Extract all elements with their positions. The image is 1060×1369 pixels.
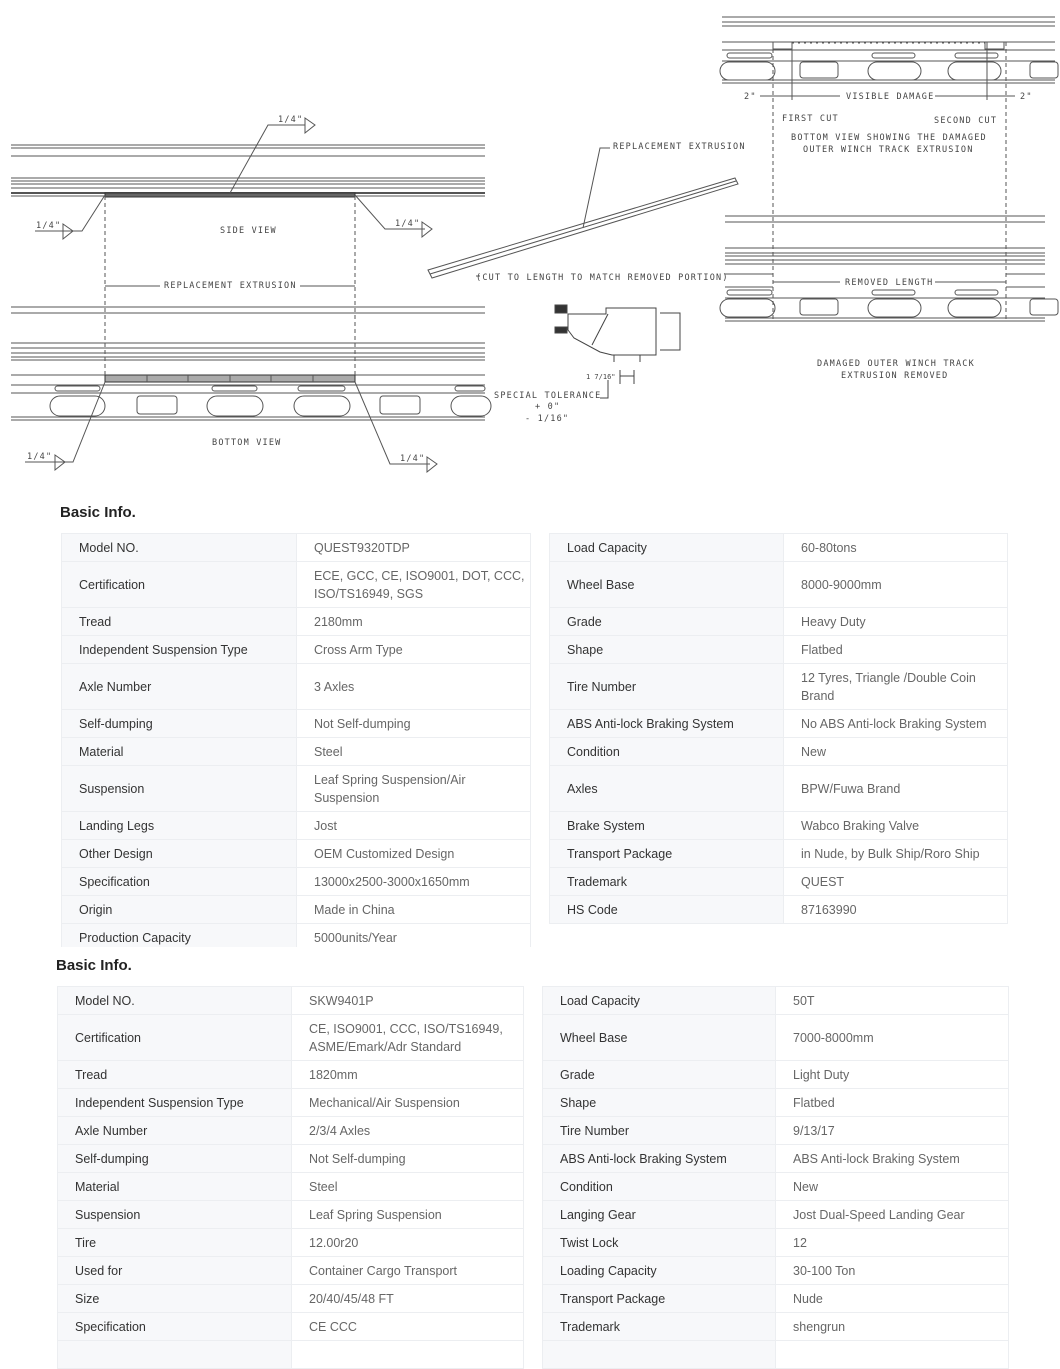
cut-note: (CUT TO LENGTH TO MATCH REMOVED PORTION) bbox=[476, 273, 729, 283]
table-row bbox=[550, 636, 1008, 664]
table-row bbox=[58, 1285, 524, 1313]
section-title-basic-info-1: Basic Info. bbox=[60, 504, 136, 521]
left-margin-label: 2" bbox=[744, 92, 757, 102]
spec-value: New bbox=[784, 738, 1008, 766]
table-row bbox=[543, 1313, 1009, 1341]
table-row bbox=[62, 840, 531, 868]
table-row bbox=[58, 1061, 524, 1089]
spec-key: Tire Number bbox=[550, 664, 784, 710]
spec-value: 7000-8000mm bbox=[776, 1015, 1009, 1061]
spec-key: Origin bbox=[62, 896, 297, 924]
spec-value: Heavy Duty bbox=[784, 608, 1008, 636]
spec-value: 87163990 bbox=[784, 896, 1008, 924]
spec-value: 30-100 Ton bbox=[776, 1257, 1009, 1285]
table-row bbox=[62, 812, 531, 840]
table-row bbox=[550, 562, 1008, 608]
spec-key: Wheel Base bbox=[550, 562, 784, 608]
spec-key: Material bbox=[62, 738, 297, 766]
spec-key: Production Capacity bbox=[62, 924, 297, 952]
weld-label-top: 1/4" bbox=[278, 115, 304, 125]
table-row bbox=[58, 1229, 524, 1257]
spec-value: CE CCC bbox=[292, 1313, 524, 1341]
spec-key: Independent Suspension Type bbox=[58, 1089, 292, 1117]
spec-table-1-right bbox=[549, 533, 1008, 924]
spec-key: Model NO. bbox=[62, 534, 297, 562]
table-row bbox=[550, 534, 1008, 562]
spec-key: Condition bbox=[543, 1173, 776, 1201]
table-row bbox=[58, 1173, 524, 1201]
tolerance-label: SPECIAL TOLERANCE bbox=[494, 391, 602, 401]
spec-key: Brake System bbox=[550, 812, 784, 840]
second-cut-label: SECOND CUT bbox=[934, 116, 998, 126]
spec-value: BPW/Fuwa Brand bbox=[784, 766, 1008, 812]
table-row bbox=[58, 1341, 524, 1369]
spec-key: Self-dumping bbox=[58, 1145, 292, 1173]
spec-key: Transport Package bbox=[550, 840, 784, 868]
visible-damage-label: VISIBLE DAMAGE bbox=[846, 92, 935, 102]
spec-value: Nude bbox=[776, 1285, 1009, 1313]
spec-value: Light Duty bbox=[776, 1061, 1009, 1089]
spec-value: ABS Anti-lock Braking System bbox=[776, 1145, 1009, 1173]
spec-key: Suspension bbox=[62, 766, 297, 812]
spec-key: Twist Lock bbox=[543, 1229, 776, 1257]
spec-key: Other Design bbox=[62, 840, 297, 868]
spec-key: Grade bbox=[550, 608, 784, 636]
spec-key: Certification bbox=[62, 562, 297, 608]
table-row bbox=[543, 1229, 1009, 1257]
table-row bbox=[550, 766, 1008, 812]
table-row bbox=[62, 896, 531, 924]
spec-value: 12 bbox=[776, 1229, 1009, 1257]
table-row bbox=[543, 1285, 1009, 1313]
right-margin-label: 2" bbox=[1020, 92, 1033, 102]
spec-value: 8000-9000mm bbox=[784, 562, 1008, 608]
spec-value: Container Cargo Transport bbox=[292, 1257, 524, 1285]
spec-value: OEM Customized Design bbox=[297, 840, 531, 868]
spec-value: Steel bbox=[292, 1173, 524, 1201]
spec-key: Size bbox=[58, 1285, 292, 1313]
table-row bbox=[543, 1257, 1009, 1285]
spec-value: Jost Dual-Speed Landing Gear bbox=[776, 1201, 1009, 1229]
caption-line-1: BOTTOM VIEW SHOWING THE DAMAGED bbox=[791, 133, 987, 143]
spec-value: Leaf Spring Suspension/Air Suspension bbox=[297, 766, 531, 812]
spec-table-1-left bbox=[61, 533, 531, 952]
spec-key: ABS Anti-lock Braking System bbox=[550, 710, 784, 738]
spec-value: QUEST9320TDP bbox=[297, 534, 531, 562]
table-row bbox=[58, 1015, 524, 1061]
table-row bbox=[58, 1117, 524, 1145]
weld-label-bottom-right: 1/4" bbox=[400, 454, 426, 464]
spec-key: HS Code bbox=[550, 896, 784, 924]
spec-value: Mechanical/Air Suspension bbox=[292, 1089, 524, 1117]
spec-key: Load Capacity bbox=[550, 534, 784, 562]
spec-value: 50T bbox=[776, 987, 1009, 1015]
weld-label-side-left: 1/4" bbox=[36, 221, 62, 231]
spec-key: Transport Package bbox=[543, 1285, 776, 1313]
table-row bbox=[550, 738, 1008, 766]
spec-value: 5000units/Year bbox=[297, 924, 531, 952]
spec-value: CE, ISO9001, CCC, ISO/TS16949, ASME/Emark/Adr Standard bbox=[292, 1015, 524, 1061]
table-row bbox=[543, 1117, 1009, 1145]
table-row bbox=[62, 562, 531, 608]
table-1-clip bbox=[0, 947, 1060, 957]
spec-value: ECE, GCC, CE, ISO9001, DOT, CCC, ISO/TS16949, SGS bbox=[297, 562, 531, 608]
table-row bbox=[58, 1313, 524, 1341]
tolerance-plus: + 0" bbox=[535, 402, 561, 412]
removed-length-label: REMOVED LENGTH bbox=[845, 278, 934, 288]
spec-value: Flatbed bbox=[776, 1089, 1009, 1117]
footer-line-1: DAMAGED OUTER WINCH TRACK bbox=[817, 359, 975, 369]
spec-value: shengrun bbox=[776, 1313, 1009, 1341]
dimension-label: 1 7/16" bbox=[586, 373, 616, 381]
spec-key: Loading Capacity bbox=[543, 1257, 776, 1285]
table-row bbox=[62, 534, 531, 562]
table-row bbox=[550, 896, 1008, 924]
table-row bbox=[62, 868, 531, 896]
weld-label-bottom-left: 1/4" bbox=[27, 452, 53, 462]
spec-table-2-left bbox=[57, 986, 524, 1369]
bottom-view-label: BOTTOM VIEW bbox=[212, 438, 282, 448]
table-row bbox=[62, 608, 531, 636]
spec-key: Tread bbox=[58, 1061, 292, 1089]
spec-value: in Nude, by Bulk Ship/Roro Ship bbox=[784, 840, 1008, 868]
spec-key: Grade bbox=[543, 1061, 776, 1089]
caption-line-2: OUTER WINCH TRACK EXTRUSION bbox=[803, 145, 974, 155]
table-row bbox=[550, 812, 1008, 840]
spec-value: 12.00r20 bbox=[292, 1229, 524, 1257]
table-row bbox=[62, 738, 531, 766]
spec-value: Leaf Spring Suspension bbox=[292, 1201, 524, 1229]
table-row bbox=[543, 987, 1009, 1015]
spec-key: Condition bbox=[550, 738, 784, 766]
spec-key: Model NO. bbox=[58, 987, 292, 1015]
table-row bbox=[550, 608, 1008, 636]
table-row bbox=[62, 664, 531, 710]
spec-key: Suspension bbox=[58, 1201, 292, 1229]
spec-key: Specification bbox=[58, 1313, 292, 1341]
replacement-extrusion-callout: REPLACEMENT EXTRUSION bbox=[613, 142, 746, 152]
table-row bbox=[543, 1341, 1009, 1369]
spec-key: ABS Anti-lock Braking System bbox=[543, 1145, 776, 1173]
spec-key: Self-dumping bbox=[62, 710, 297, 738]
table-row bbox=[58, 1145, 524, 1173]
table-row bbox=[58, 1089, 524, 1117]
table-row bbox=[543, 1201, 1009, 1229]
table-row bbox=[543, 1089, 1009, 1117]
spec-value: Flatbed bbox=[784, 636, 1008, 664]
spec-key: Wheel Base bbox=[543, 1015, 776, 1061]
spec-value: 20/40/45/48 FT bbox=[292, 1285, 524, 1313]
table-row bbox=[58, 1201, 524, 1229]
spec-value: 3 Axles bbox=[297, 664, 531, 710]
spec-key: Independent Suspension Type bbox=[62, 636, 297, 664]
spec-key: Langing Gear bbox=[543, 1201, 776, 1229]
spec-value: Wabco Braking Valve bbox=[784, 812, 1008, 840]
spec-key: Material bbox=[58, 1173, 292, 1201]
spec-key: Shape bbox=[550, 636, 784, 664]
spec-key: Trademark bbox=[543, 1313, 776, 1341]
spec-value: Jost bbox=[297, 812, 531, 840]
table-row bbox=[550, 710, 1008, 738]
spec-value: 2/3/4 Axles bbox=[292, 1117, 524, 1145]
technical-drawing bbox=[0, 0, 1060, 490]
spec-key: Used for bbox=[58, 1257, 292, 1285]
spec-value: QUEST bbox=[784, 868, 1008, 896]
side-view-label: SIDE VIEW bbox=[220, 226, 277, 236]
spec-key: Specification bbox=[62, 868, 297, 896]
tolerance-minus: - 1/16" bbox=[525, 414, 570, 424]
spec-value: 12 Tyres, Triangle /Double Coin Brand bbox=[784, 664, 1008, 710]
spec-key: Trademark bbox=[550, 868, 784, 896]
spec-key: Shape bbox=[543, 1089, 776, 1117]
spec-value: 1820mm bbox=[292, 1061, 524, 1089]
table-row bbox=[62, 636, 531, 664]
spec-value: 2180mm bbox=[297, 608, 531, 636]
table-row bbox=[62, 766, 531, 812]
table-row bbox=[543, 1145, 1009, 1173]
weld-label-side-right: 1/4" bbox=[395, 219, 421, 229]
spec-value: New bbox=[776, 1173, 1009, 1201]
replacement-extrusion-dimension: REPLACEMENT EXTRUSION bbox=[164, 281, 297, 291]
table-row bbox=[543, 1015, 1009, 1061]
first-cut-label: FIRST CUT bbox=[782, 114, 839, 124]
spec-value: Not Self-dumping bbox=[297, 710, 531, 738]
table-row bbox=[58, 987, 524, 1015]
spec-key: Axles bbox=[550, 766, 784, 812]
spec-key: Axle Number bbox=[62, 664, 297, 710]
table-row bbox=[62, 710, 531, 738]
table-row bbox=[543, 1173, 1009, 1201]
table-row bbox=[543, 1061, 1009, 1089]
spec-key: Load Capacity bbox=[543, 987, 776, 1015]
spec-value: Steel bbox=[297, 738, 531, 766]
spec-key: Tire bbox=[58, 1229, 292, 1257]
spec-table-2-right bbox=[542, 986, 1009, 1369]
spec-value: No ABS Anti-lock Braking System bbox=[784, 710, 1008, 738]
spec-value: 13000x2500-3000x1650mm bbox=[297, 868, 531, 896]
spec-value: 60-80tons bbox=[784, 534, 1008, 562]
section-title-basic-info-2: Basic Info. bbox=[56, 957, 132, 974]
spec-key: Tire Number bbox=[543, 1117, 776, 1145]
spec-value: Made in China bbox=[297, 896, 531, 924]
table-row bbox=[550, 664, 1008, 710]
table-row bbox=[58, 1257, 524, 1285]
spec-value: SKW9401P bbox=[292, 987, 524, 1015]
spec-value: Not Self-dumping bbox=[292, 1145, 524, 1173]
table-row bbox=[550, 840, 1008, 868]
spec-value: Cross Arm Type bbox=[297, 636, 531, 664]
spec-key: Certification bbox=[58, 1015, 292, 1061]
spec-key: Landing Legs bbox=[62, 812, 297, 840]
spec-key: Tread bbox=[62, 608, 297, 636]
spec-value: 9/13/17 bbox=[776, 1117, 1009, 1145]
table-row bbox=[550, 868, 1008, 896]
footer-line-2: EXTRUSION REMOVED bbox=[841, 371, 949, 381]
spec-key: Axle Number bbox=[58, 1117, 292, 1145]
